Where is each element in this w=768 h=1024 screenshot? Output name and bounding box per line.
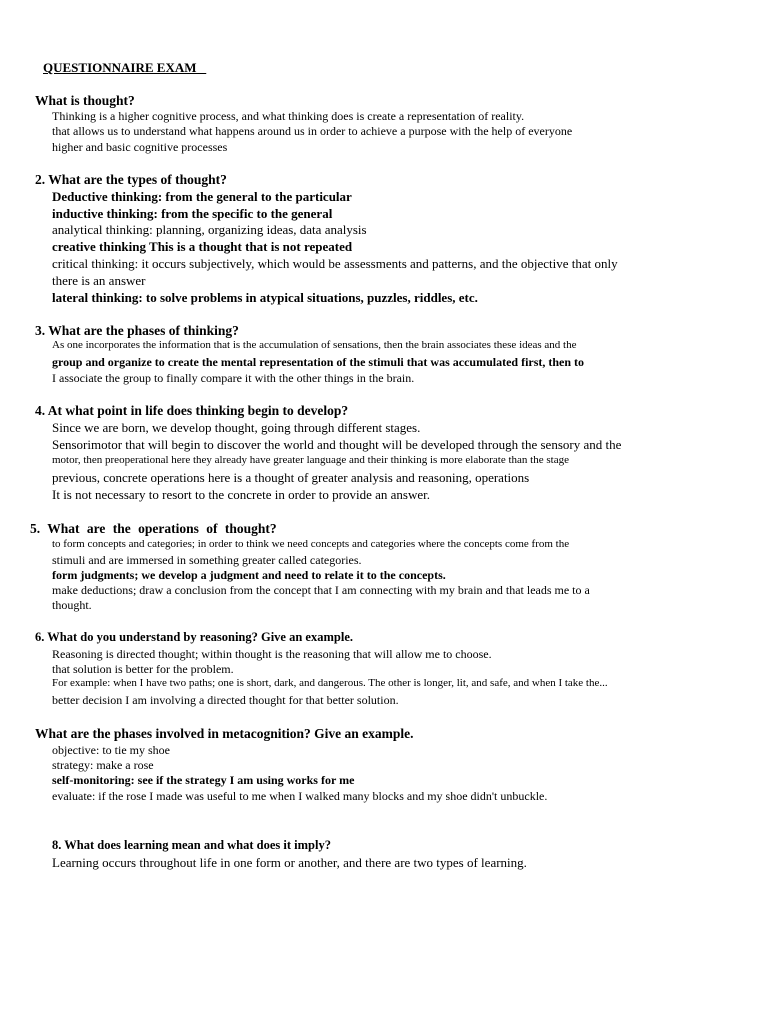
answer-line: I associate the group to finally compare it with the other things in the brain. bbox=[52, 371, 415, 385]
question-heading-6: 6. What do you understand by reasoning? Give an example. bbox=[35, 630, 353, 644]
question-heading-5: 5. What are the operations of thought? bbox=[30, 521, 277, 536]
question-heading-8: 8. What does learning mean and what does it imply? bbox=[52, 838, 331, 852]
answer-line: evaluate: if the rose I made was useful to me when I walked many blocks and my shoe didn't unbuckle. bbox=[52, 789, 548, 803]
answer-line: inductive thinking: from the specific to the general bbox=[52, 206, 333, 221]
answer-line: Thinking is a higher cognitive process, and what thinking does is create a representation of reality. bbox=[52, 109, 525, 123]
answer-line: Sensorimotor that will begin to discover the world and thought will be developed through the sensory and the bbox=[52, 437, 622, 452]
answer-line: strategy: make a rose bbox=[52, 758, 154, 772]
answer-line: there is an answer bbox=[52, 273, 146, 288]
answer-line: objective: to tie my shoe bbox=[52, 743, 170, 757]
answer-line: previous, concrete operations here is a thought of greater analysis and reasoning, operations bbox=[52, 470, 530, 485]
answer-line: Deductive thinking: from the general to the particular bbox=[52, 189, 352, 204]
answer-line: critical thinking: it occurs subjectively, which would be assessments and patterns, and the objective that only bbox=[52, 256, 618, 271]
answer-line: better decision I am involving a directed thought for that better solution. bbox=[52, 693, 399, 707]
answer-line: creative thinking This is a thought that is not repeated bbox=[52, 239, 353, 254]
answer-line: lateral thinking: to solve problems in atypical situations, puzzles, riddles, etc. bbox=[52, 290, 478, 305]
question-heading-4: 4. At what point in life does thinking begin to develop? bbox=[35, 403, 349, 418]
answer-line: motor, then preoperational here they already have greater language and their thinking is more elaborate than the stage bbox=[52, 454, 569, 466]
answer-line: form judgments; we develop a judgment and need to relate it to the concepts. bbox=[52, 568, 446, 582]
question-heading-1: What is thought? bbox=[35, 93, 135, 108]
question-heading-2: 2. What are the types of thought? bbox=[35, 172, 227, 187]
document-title: QUESTIONNAIRE EXAM bbox=[43, 60, 207, 75]
answer-line: Since we are born, we develop thought, going through different stages. bbox=[52, 420, 421, 435]
answer-line: that allows us to understand what happens around us in order to achieve a purpose with the help of everyone bbox=[52, 124, 573, 138]
question-heading-3: 3. What are the phases of thinking? bbox=[35, 323, 239, 338]
answer-line: As one incorporates the information that is the accumulation of sensations, then the brain associates these ideas and the bbox=[52, 339, 577, 351]
answer-line: thought. bbox=[52, 598, 92, 612]
answer-line: It is not necessary to resort to the concrete in order to provide an answer. bbox=[52, 487, 430, 502]
answer-line: to form concepts and categories; in order to think we need concepts and categories where the concepts come from the bbox=[52, 538, 570, 550]
answer-line: make deductions; draw a conclusion from the concept that I am connecting with my brain and that leads me to a bbox=[52, 583, 590, 597]
answer-line: that solution is better for the problem. bbox=[52, 662, 234, 676]
answer-line: stimuli and are immersed in something greater called categories. bbox=[52, 553, 362, 567]
answer-line: Learning occurs throughout life in one form or another, and there are two types of learning. bbox=[52, 855, 527, 870]
answer-line: self-monitoring: see if the strategy I am using works for me bbox=[52, 773, 355, 787]
question-heading-7: What are the phases involved in metacognition? Give an example. bbox=[35, 726, 414, 741]
answer-line: For example: when I have two paths; one is short, dark, and dangerous. The other is longer, lit, and safe, and when I take the... bbox=[52, 677, 608, 689]
answer-line: Reasoning is directed thought; within thought is the reasoning that will allow me to choose. bbox=[52, 647, 492, 661]
answer-line: group and organize to create the mental representation of the stimuli that was accumulated first, then to bbox=[52, 355, 585, 369]
answer-line: higher and basic cognitive processes bbox=[52, 140, 228, 154]
answer-line: analytical thinking: planning, organizing ideas, data analysis bbox=[52, 222, 367, 237]
